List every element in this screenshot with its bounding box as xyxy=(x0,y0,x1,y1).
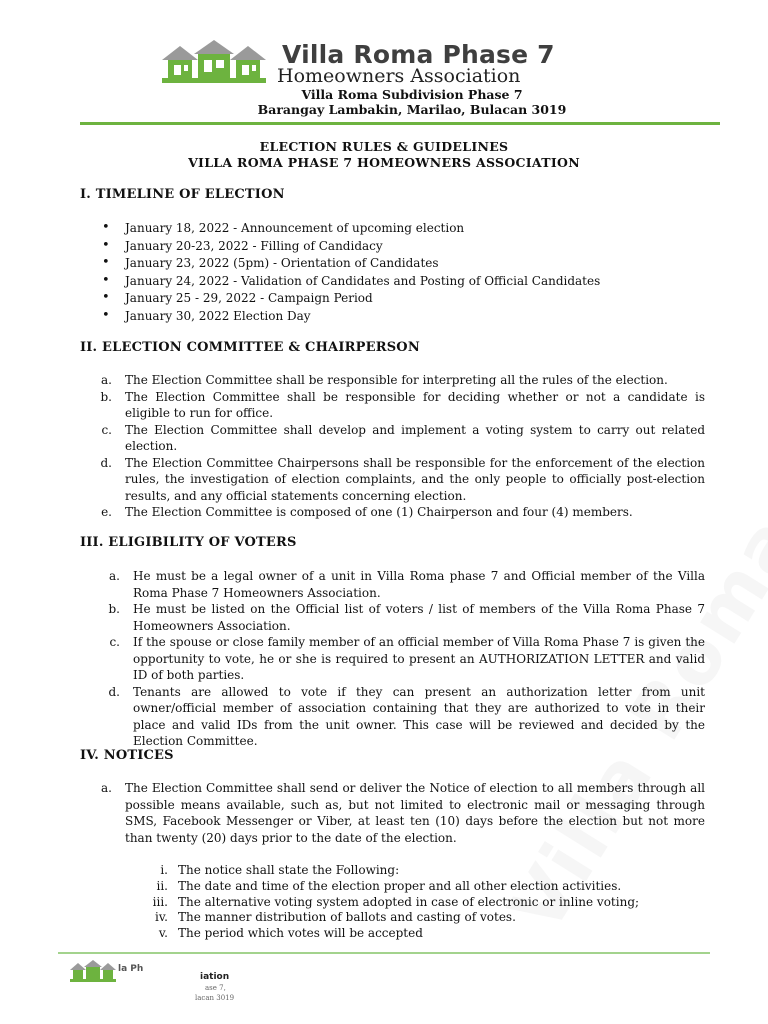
association-brand-name: Villa Roma Phase 7 xyxy=(282,40,555,69)
list-item: c. The Election Committee shall develop and implement a voting system to carry out related election. xyxy=(101,422,705,453)
list-item: iv. The manner distribution of ballots and casting of votes. xyxy=(154,910,516,925)
list-item: c. If the spouse or close family member of an official member of Villa Roma Phase 7 is given the opportunity to vote, he or she is required to present an AUTHORIZATION LETTER and valid ID of both parties. xyxy=(109,635,705,682)
footer-org: iation xyxy=(200,972,230,982)
list-item: • January 24, 2022 - Validation of Candidates and Posting of Official Candidates xyxy=(100,273,720,291)
house-logo-icon xyxy=(160,38,268,84)
list-item: a. He must be a legal owner of a unit in Villa Roma phase 7 and Official member of the Villa Roma Phase 7 Homeowners Association. xyxy=(109,569,705,600)
timeline-list xyxy=(100,220,720,325)
list-item: b. He must be listed on the Official list of voters / list of members of the Villa Roma Phase 7 Homeowners Association. xyxy=(108,602,705,633)
document-subtitle: VILLA ROMA PHASE 7 HOMEOWNERS ASSOCIATION xyxy=(188,155,580,170)
notice-contents-list xyxy=(128,862,708,941)
footer-address-1: ase 7, xyxy=(205,984,226,992)
list-item: d. Tenants are allowed to vote if they can present an authorization letter from unit owner/official member of association containing that they are authorized to vote in their place and valid IDs from the unit owner. This case will be reviewed and decided by the Election Committee. xyxy=(108,684,705,748)
list-item: • January 18, 2022 - Announcement of upcoming election xyxy=(100,220,720,238)
list-item: • January 23, 2022 (5pm) - Orientation of Candidates xyxy=(100,255,720,273)
notices-list xyxy=(100,780,705,846)
list-item: a. The Election Committee shall send or deliver the Notice of election to all members through all possible means available, such as, but not limited to electronic mail or messaging through SMS, Facebook Messenger or Viber, at least ten (10) days before the election but not more than twenty (20) days prior to the date of the election. xyxy=(101,781,705,845)
footer-address-2: lacan 3019 xyxy=(195,994,235,1002)
list-item: ii. The date and time of the election proper and all other election activities. xyxy=(156,878,622,893)
list-item: a. The Election Committee shall be responsible for interpreting all the rules of the election. xyxy=(101,373,668,387)
list-item: i. The notice shall state the Following: xyxy=(160,863,400,877)
letterhead xyxy=(0,30,768,125)
list-item: v. The period which votes will be accepted xyxy=(158,926,423,941)
section-heading-eligibility: III. ELIGIBILITY OF VOTERS xyxy=(80,535,297,550)
document-title: ELECTION RULES & GUIDELINES xyxy=(259,139,509,154)
address-line-1: Villa Roma Subdivision Phase 7 xyxy=(301,87,523,102)
list-item: • January 20-23, 2022 - Filling of Candidacy xyxy=(100,238,720,256)
section-heading-timeline: I. TIMELINE OF ELECTION xyxy=(80,187,285,202)
list-item: • January 25 - 29, 2022 - Campaign Period xyxy=(100,290,720,308)
section-heading-committee: II. ELECTION COMMITTEE & CHAIRPERSON xyxy=(80,340,420,355)
address-line-2: Barangay Lambakin, Marilao, Bulacan 3019 xyxy=(257,102,567,117)
list-item: e. The Election Committee is composed of one (1) Chairperson and four (4) members. xyxy=(101,505,633,519)
association-subtitle: Homeowners Association xyxy=(277,65,521,87)
footer-divider xyxy=(58,952,710,954)
eligibility-list xyxy=(100,568,705,750)
list-item: d. The Election Committee Chairpersons shall be responsible for the enforcement of the election rules, the investigation of election complaints, and the only people to officially post-election results, and any official statements concerning election. xyxy=(100,455,705,503)
footer-brand: la Ph xyxy=(118,964,144,974)
list-item: b. The Election Committee shall be responsible for deciding whether or not a candidate is eligible to run for office. xyxy=(100,389,705,420)
committee-list xyxy=(100,372,705,521)
list-item: iii. The alternative voting system adopted in case of electronic or inline voting; xyxy=(152,894,640,909)
list-item: • January 30, 2022 Election Day xyxy=(100,308,720,326)
section-heading-notices: IV. NOTICES xyxy=(80,748,174,763)
header-divider xyxy=(80,122,720,125)
footer-house-logo-icon xyxy=(70,959,116,983)
